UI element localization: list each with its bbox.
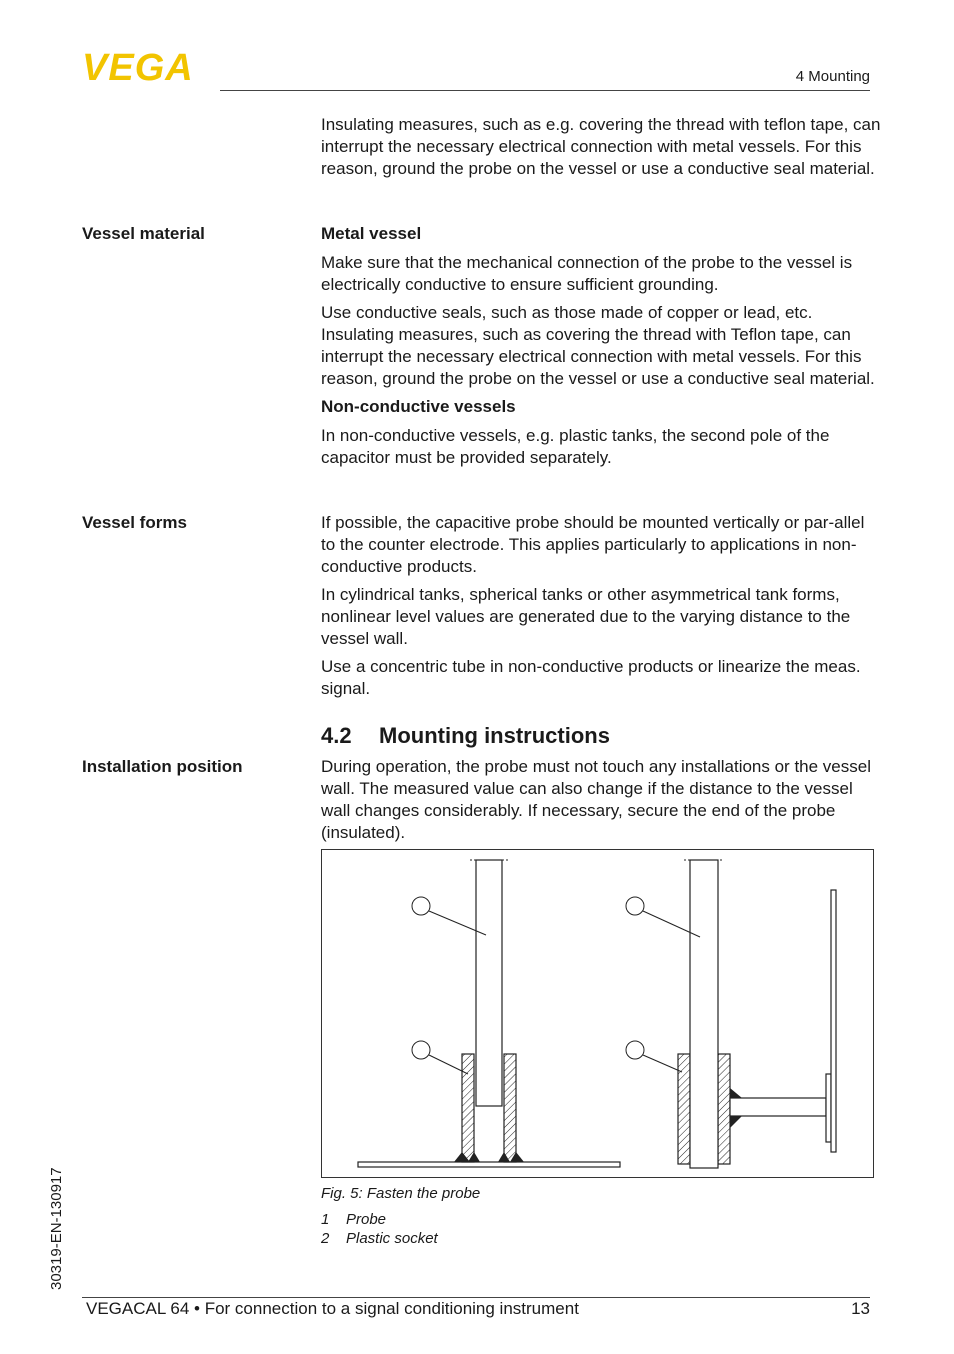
vessel-material-label: Vessel material xyxy=(82,224,205,243)
right-drawing xyxy=(626,860,836,1168)
mounting-figure xyxy=(321,849,874,1178)
metal-vessel-p2: Use conductive seals, such as those made of copper or lead, etc. Insulating measures, such as covering the thread with Teflon tape, can interrupt the necessary electrical connection with metal vessels. For this reason, ground the probe on the vessel or use a conductive seal material. xyxy=(321,303,875,388)
section-heading xyxy=(321,723,610,749)
mounting-diagram xyxy=(322,850,873,1177)
footer-text: VEGACAL 64 • For connection to a signal conditioning instrument xyxy=(86,1299,579,1318)
vessel-floor xyxy=(358,1162,620,1167)
socket-wall-right xyxy=(504,1054,516,1162)
vessel-wall xyxy=(831,890,836,1152)
section-title: Mounting instructions xyxy=(379,723,610,748)
legend-text: Plastic socket xyxy=(346,1230,438,1247)
header-rule xyxy=(220,90,870,91)
callout-1-left xyxy=(412,897,430,915)
callout-2-left xyxy=(412,1041,430,1059)
metal-vessel-heading: Metal vessel xyxy=(321,224,422,243)
figure-caption: Fig. 5: Fasten the probe xyxy=(321,1185,481,1202)
legend-text: Probe xyxy=(346,1211,387,1228)
nonconductive-p: In non-conductive vessels, e.g. plastic tanks, the second pole of the capacitor must be provided separately. xyxy=(321,426,830,467)
installation-position-label: Installation position xyxy=(82,757,243,776)
installation-position-section xyxy=(321,756,881,844)
probe-rod-right xyxy=(690,860,718,1168)
vega-logo-graphic xyxy=(82,52,212,84)
intro-text: Insulating measures, such as e.g. covering the thread with teflon tape, can interrupt the necessary electrical connection with metal vessels. For this reason, ground the probe on the vessel or use a conductive seal material. xyxy=(321,115,881,178)
socket-wall-right-r xyxy=(718,1054,730,1164)
nonconductive-heading: Non-conductive vessels xyxy=(321,397,516,416)
document-code: 30319-EN-130917 xyxy=(48,1167,65,1290)
vessel-forms-p1: If possible, the capacitive probe should be mounted vertically or par-allel to the counter electrode. This applies particularly to applications in non-conductive products. xyxy=(321,513,865,576)
legend-item xyxy=(321,1230,438,1247)
footer-rule xyxy=(82,1297,870,1298)
legend-item xyxy=(321,1211,386,1228)
callout-2-right xyxy=(626,1041,644,1059)
vessel-forms-p2: In cylindrical tanks, spherical tanks or other asymmetrical tank forms, nonlinear level values are generated due to the varying distance to the vessel wall. xyxy=(321,585,851,648)
running-header: 4 Mounting xyxy=(795,68,870,85)
metal-vessel-p1: Make sure that the mechanical connection of the probe to the vessel is electrically conductive to ensure sufficient grounding. xyxy=(321,253,853,294)
installation-position-p1: During operation, the probe must not touch any installations or the vessel wall. The measured value can also change if the distance to the vessel wall changes considerably. If necessary, secure the end of the probe (insulated). xyxy=(321,757,871,842)
vessel-forms-section xyxy=(321,512,881,700)
page-number: 13 xyxy=(851,1299,870,1318)
callout-1-right xyxy=(626,897,644,915)
intro-paragraph xyxy=(321,114,881,180)
vessel-forms-label: Vessel forms xyxy=(82,513,187,532)
bracket-arm xyxy=(730,1098,826,1116)
vessel-forms-p3: Use a concentric tube in non-conductive products or linearize the meas. signal. xyxy=(321,657,861,698)
vega-logo xyxy=(82,52,212,84)
section-number: 4.2 xyxy=(321,723,352,748)
left-drawing xyxy=(358,860,620,1167)
vessel-material-section xyxy=(321,223,881,469)
bracket-plate xyxy=(826,1074,831,1142)
socket-wall-left xyxy=(462,1054,474,1162)
legend-number: 1 xyxy=(321,1211,330,1228)
logo-text: VEGA xyxy=(82,52,194,84)
legend-number: 2 xyxy=(321,1230,330,1247)
probe-rod-left xyxy=(476,860,502,1106)
